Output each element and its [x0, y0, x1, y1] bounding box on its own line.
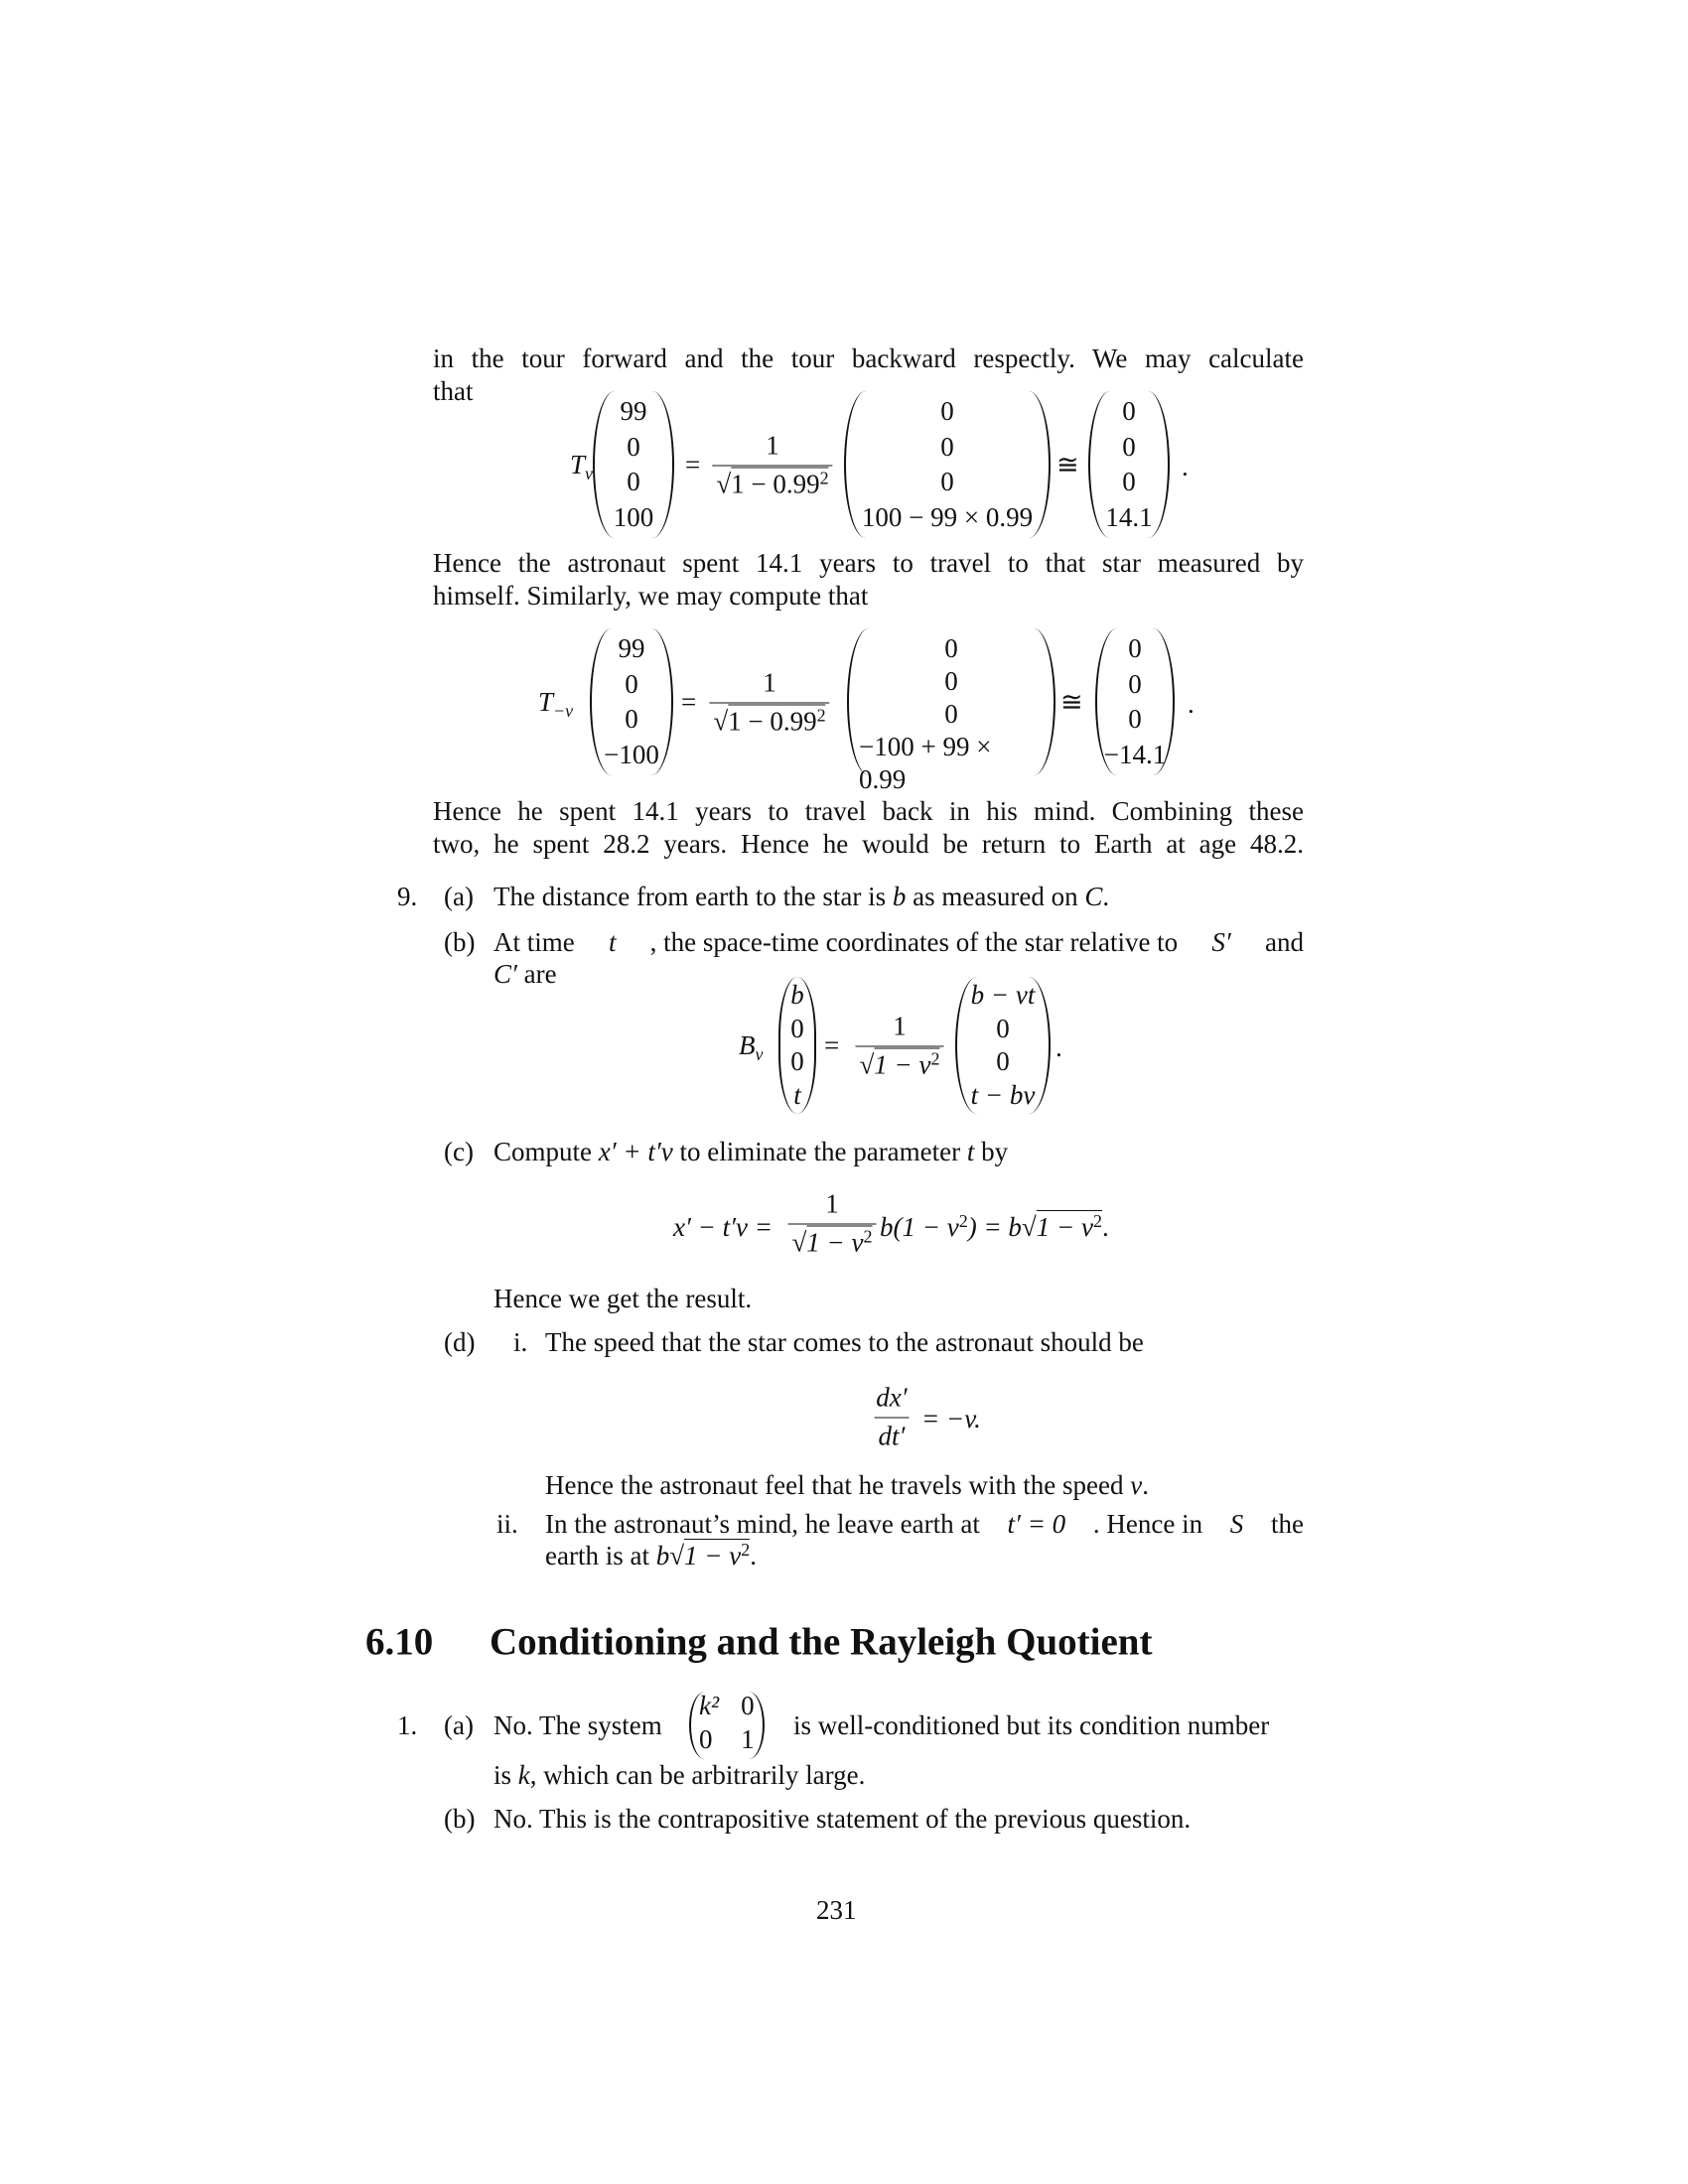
- item-label: (b): [444, 927, 476, 957]
- approx: ≅: [1056, 450, 1079, 479]
- lhs-vector: 99 0 0 −100: [590, 628, 673, 775]
- operator: $T_{-v}$: [538, 687, 574, 721]
- item-text: No. The system: [493, 1710, 662, 1740]
- item-label: (a): [444, 882, 474, 911]
- approx: ≅: [1060, 687, 1083, 717]
- subitem-label: i.: [513, 1327, 528, 1357]
- paragraph-line: that: [433, 376, 474, 406]
- lhs-vector: 99 0 0 100: [593, 391, 674, 538]
- item-text: earth is at $b√1 - v^2$.: [545, 1540, 758, 1570]
- middle-vector: 0 0 0 100 − 99 × 0.99: [844, 391, 1051, 538]
- question-number: 9.: [397, 882, 418, 911]
- item-text: is well-conditioned but its condition number: [793, 1710, 1270, 1740]
- middle-vector: 0 0 0 −100 + 99 × 0.99: [847, 628, 1055, 775]
- item-label: (d): [444, 1327, 476, 1357]
- equals: =: [685, 450, 701, 479]
- item-text: The distance from earth to the star is b as measured on C.: [493, 882, 1110, 911]
- item-text: Hence the astronaut feel that he travels with the speed v.: [545, 1470, 1150, 1500]
- equals: =: [681, 687, 697, 717]
- period: .: [1055, 1032, 1062, 1062]
- question-number: 1.: [397, 1710, 418, 1740]
- fraction: $\frac{1}{√1 - v^2}$: [855, 1011, 943, 1081]
- item-text: No. This is the contrapositive statement of the previous question.: [493, 1804, 1192, 1834]
- item-text: At time t , the space-time coordinates of the star relative to S′ and: [493, 927, 1304, 957]
- equals: =: [824, 1030, 840, 1060]
- rhs: $b(1 - v^2) = b√1 - v^2$.: [880, 1211, 1109, 1242]
- item-text: The speed that the star comes to the astronaut should be: [545, 1327, 1144, 1357]
- lhs: x′ − t′v =: [673, 1212, 773, 1242]
- derivative-fraction: $\frac{dx'}{dt'}$: [876, 1382, 908, 1451]
- item-text: In the astronaut’s mind, he leave earth at t′ = 0 . Hence in S the: [545, 1509, 1304, 1539]
- paragraph-line: in the tour forward and the tour backward respectly. We may calculate: [433, 343, 1304, 373]
- derivative-rhs: = −v.: [921, 1404, 981, 1433]
- period: .: [1188, 689, 1195, 719]
- rhs-vector: 0 0 0 14.1: [1088, 391, 1170, 538]
- paragraph-line: Hence the astronaut spent 14.1 years to travel to that star measured by: [433, 548, 1304, 578]
- fraction: $\frac{1}{√1 - v^2}$: [787, 1188, 876, 1259]
- operator: $T_v$: [570, 450, 594, 483]
- item-text: Hence we get the result.: [493, 1284, 753, 1313]
- item-label: (b): [444, 1804, 476, 1834]
- subitem-label: ii.: [496, 1509, 518, 1539]
- lhs-vector: b 0 0 t: [778, 977, 816, 1114]
- fraction: $\frac{1}{√1 - 0.99^2}$: [709, 667, 829, 738]
- section-title: Conditioning and the Rayleigh Quotient: [490, 1620, 1153, 1664]
- rhs-vector: 0 0 0 −14.1: [1095, 628, 1175, 775]
- paragraph-line: himself. Similarly, we may compute that: [433, 581, 869, 611]
- item-text: Compute x′ + t′v to eliminate the parameter t by: [493, 1137, 1009, 1166]
- item-text: is k, which can be arbitrarily large.: [493, 1760, 866, 1790]
- operator: $B_v$: [739, 1030, 764, 1064]
- paragraph-line: Hence he spent 14.1 years to travel back in his mind. Combining these: [433, 796, 1304, 826]
- item-label: (c): [444, 1137, 474, 1166]
- page-number: 231: [816, 1895, 857, 1925]
- fraction: $\frac{1}{√1 - 0.99^2}$: [712, 430, 832, 500]
- rhs-vector: b − vt 0 0 t − bv: [955, 977, 1051, 1114]
- matrix: k² 0 0 1: [689, 1692, 765, 1759]
- item-label: (a): [444, 1710, 474, 1740]
- section-number: 6.10: [365, 1620, 434, 1664]
- period: .: [1182, 452, 1189, 481]
- paragraph-line: two, he spent 28.2 years. Hence he would be return to Earth at age 48.2.: [433, 829, 1304, 859]
- item-text: C′ are: [493, 959, 557, 989]
